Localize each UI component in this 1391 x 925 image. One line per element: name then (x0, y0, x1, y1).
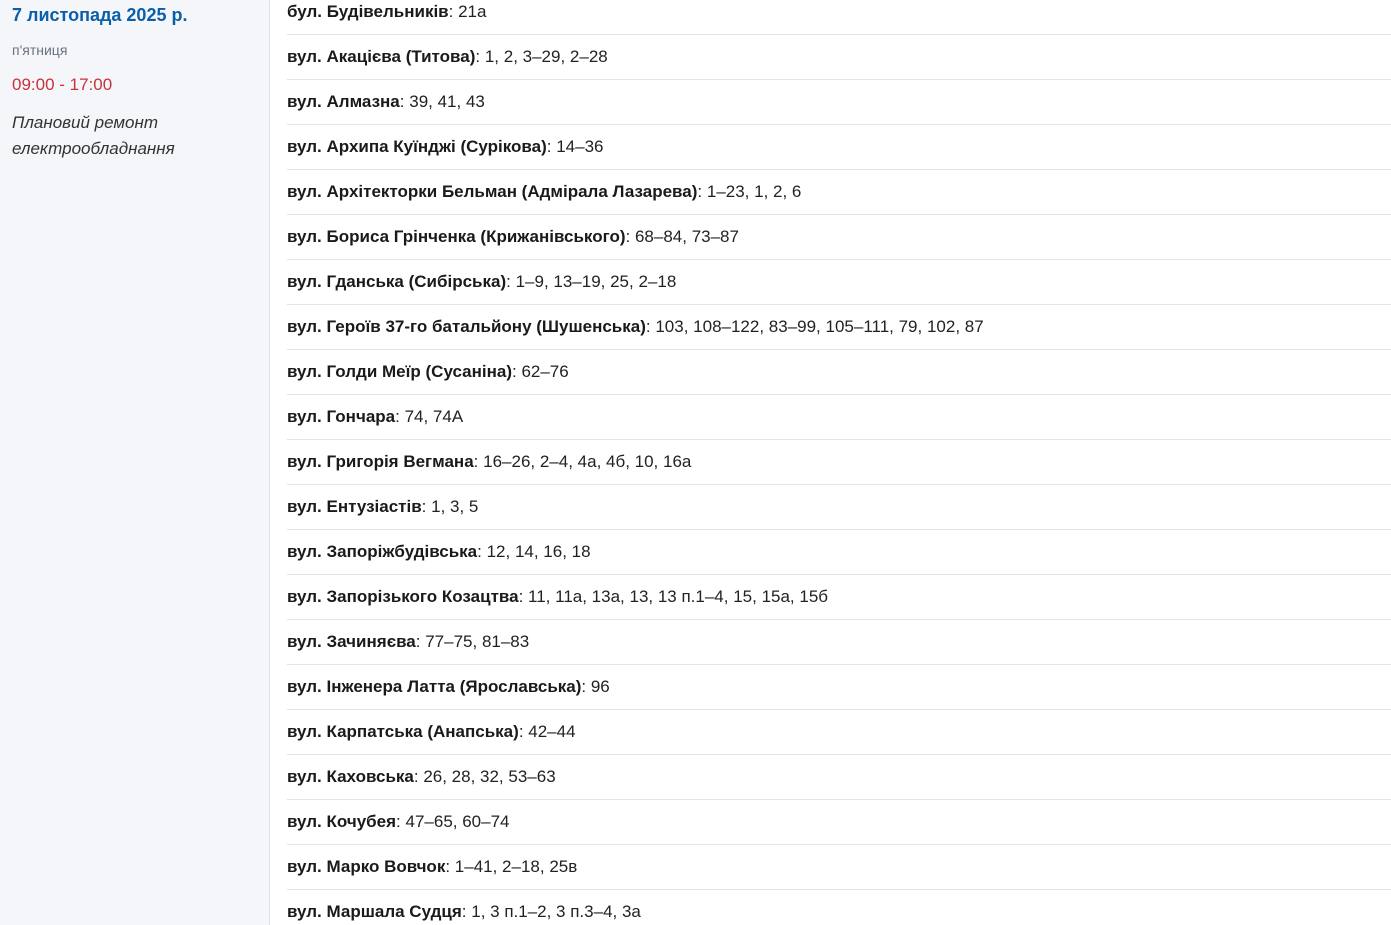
address-list (270, 0, 1391, 925)
address-text (287, 272, 676, 292)
address-text (287, 812, 510, 832)
address-text (287, 407, 463, 427)
separator: : (395, 407, 405, 426)
house-numbers: 1, 2, 3–29, 2–28 (484, 47, 608, 66)
street-name: вул. Ентузіастів (287, 497, 422, 516)
address-row (287, 260, 1391, 305)
address-text (287, 452, 691, 472)
house-numbers: 1, 3, 5 (431, 497, 479, 516)
address-text (287, 497, 478, 517)
street-name: вул. Архітекторки Бельман (Адмірала Лазарева) (287, 182, 698, 201)
outage-reason: Плановий ремонт електрообладнання (12, 113, 175, 158)
address-row (287, 35, 1391, 80)
house-numbers: 39, 41, 43 (409, 92, 485, 111)
separator: : (461, 902, 472, 921)
street-name: вул. Григорія Вегмана (287, 452, 474, 471)
house-numbers: 16–26, 2–4, 4а, 4б, 10, 16а (483, 452, 692, 471)
address-text (287, 362, 569, 382)
address-text (287, 722, 576, 742)
address-text (287, 677, 610, 697)
street-name: вул. Акацієва (Титова) (287, 47, 476, 66)
street-name: вул. Зачиняєва (287, 632, 416, 651)
address-text (287, 767, 556, 787)
house-numbers: 26, 28, 32, 53–63 (423, 767, 556, 786)
street-name: вул. Маршала Судця (287, 902, 462, 921)
street-name: вул. Архипа Куїнджі (Сурікова) (287, 137, 547, 156)
house-numbers: 77–75, 81–83 (425, 632, 530, 651)
house-numbers: 1–41, 2–18, 25в (454, 857, 578, 876)
separator: : (518, 722, 529, 741)
separator: : (546, 137, 557, 156)
address-text (287, 182, 801, 202)
address-text (287, 632, 529, 652)
house-numbers: 1–9, 13–19, 25, 2–18 (515, 272, 677, 291)
street-name: вул. Запорізького Козацтва (287, 587, 519, 606)
separator: : (511, 362, 522, 381)
separator: : (473, 452, 484, 471)
address-row (287, 530, 1391, 575)
address-text (287, 542, 591, 562)
address-text (287, 47, 608, 67)
house-numbers: 103, 108–122, 83–99, 105–111, 79, 102, 87 (655, 317, 984, 336)
outage-weekday: п'ятниця (12, 42, 68, 58)
separator: : (581, 677, 591, 696)
street-name: вул. Героїв 37-го батальйону (Шушенська) (287, 317, 646, 336)
house-numbers: 1–23, 1, 2, 6 (706, 182, 802, 201)
address-text (287, 2, 486, 22)
street-name: вул. Марко Вовчок (287, 857, 446, 876)
address-row (287, 440, 1391, 485)
address-row (287, 170, 1391, 215)
separator: : (421, 497, 432, 516)
house-numbers: 68–84, 73–87 (634, 227, 739, 246)
house-numbers: 47–65, 60–74 (405, 812, 510, 831)
house-numbers: 14–36 (556, 137, 604, 156)
address-text (287, 137, 603, 157)
house-numbers: 96 (590, 677, 610, 696)
address-row (287, 800, 1391, 845)
house-numbers: 11, 11а, 13а, 13, 13 п.1–4, 15, 15а, 15б (528, 587, 829, 606)
address-text (287, 92, 485, 112)
address-row (287, 125, 1391, 170)
address-row (287, 0, 1391, 35)
outage-date: 7 листопада 2025 р. (12, 5, 188, 25)
separator: : (518, 587, 529, 606)
house-numbers: 62–76 (521, 362, 569, 381)
street-name: вул. Карпатська (Анапська) (287, 722, 519, 741)
separator: : (448, 2, 459, 21)
address-row (287, 575, 1391, 620)
address-row (287, 755, 1391, 800)
separator: : (413, 767, 424, 786)
street-name: вул. Алмазна (287, 92, 400, 111)
address-row (287, 395, 1391, 440)
separator: : (645, 317, 656, 336)
street-name: вул. Каховська (287, 767, 414, 786)
address-row (287, 890, 1391, 925)
street-name: вул. Гончара (287, 407, 396, 426)
street-name: вул. Бориса Грінченка (Крижанівського) (287, 227, 626, 246)
street-name: вул. Запоріжбудівська (287, 542, 478, 561)
separator: : (506, 272, 516, 291)
separator: : (625, 227, 635, 246)
house-numbers: 42–44 (528, 722, 576, 741)
house-numbers: 12, 14, 16, 18 (486, 542, 591, 561)
street-name: вул. Голди Меїр (Сусаніна) (287, 362, 512, 381)
address-text (287, 227, 739, 247)
separator: : (399, 92, 410, 111)
address-text (287, 587, 828, 607)
address-row (287, 350, 1391, 395)
house-numbers: 74, 74А (404, 407, 464, 426)
address-row (287, 710, 1391, 755)
separator: : (475, 47, 485, 66)
separator: : (415, 632, 426, 651)
address-row (287, 845, 1391, 890)
street-name: бул. Будівельників (287, 2, 449, 21)
address-row (287, 305, 1391, 350)
separator: : (396, 812, 406, 831)
address-row (287, 665, 1391, 710)
separator: : (477, 542, 487, 561)
house-numbers: 1, 3 п.1–2, 3 п.3–4, 3а (471, 902, 641, 921)
street-name: вул. Кочубея (287, 812, 397, 831)
address-row (287, 485, 1391, 530)
separator: : (445, 857, 455, 876)
street-name: вул. Інженера Латта (Ярославська) (287, 677, 582, 696)
address-row (287, 215, 1391, 260)
address-row (287, 620, 1391, 665)
address-row (287, 80, 1391, 125)
street-name: вул. Гданська (Сибірська) (287, 272, 507, 291)
outage-info-panel (0, 0, 270, 925)
separator: : (697, 182, 707, 201)
address-text (287, 857, 577, 877)
address-text (287, 317, 984, 337)
house-numbers: 21а (458, 2, 487, 21)
outage-time-range: 09:00 - 17:00 (12, 75, 113, 94)
address-text (287, 902, 641, 922)
